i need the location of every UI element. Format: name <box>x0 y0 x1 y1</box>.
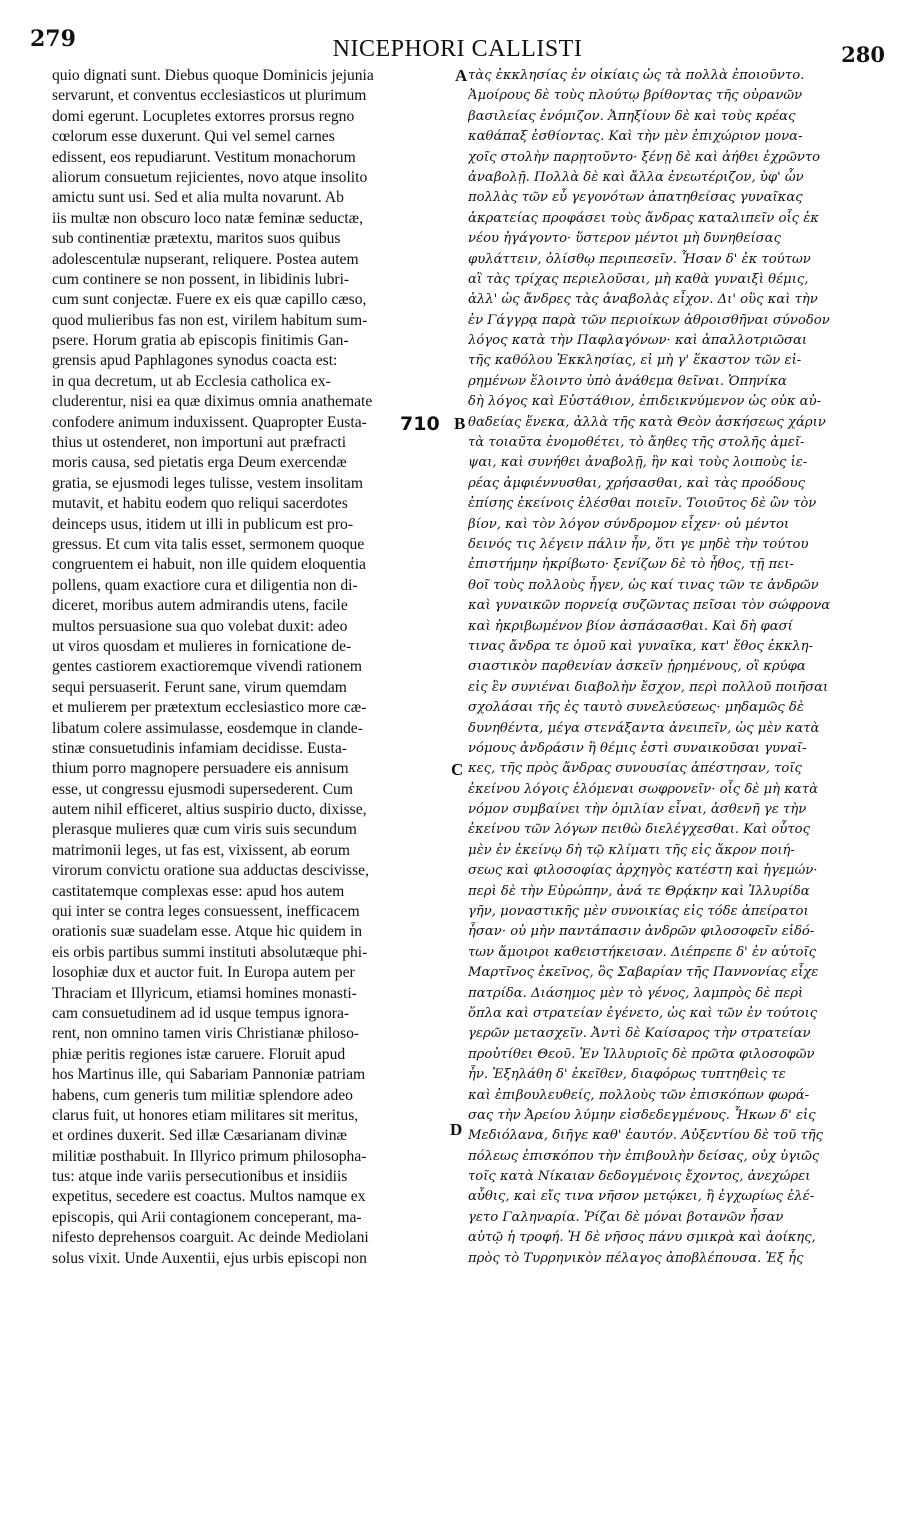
latin-text-line: amictu sunt usi. Sed et alia multa novarunt. Ab <box>52 189 344 207</box>
greek-text-line: πόλεως ἐπισκόπου τὴν ἐπιβουλὴν δείσας, οὐχ ὑγιῶς <box>468 1148 820 1164</box>
latin-text-line: gressus. Et cum vita talis esset, sermonem quoque <box>52 535 365 553</box>
latin-text-line: sequi persuaserit. Ferunt sane, virum quemdam <box>52 678 347 696</box>
greek-text-line: δὴ λόγος καὶ Εὐστάθιον, ἐπιδεικνύμενον ὡς οὐκ αὐ- <box>468 394 822 410</box>
page-number-right: 280 <box>841 42 885 67</box>
latin-text-line: orationis suæ suadelam esse. Atque hic quidem in <box>52 923 363 941</box>
greek-text-line: Μεδιόλανα, διῆγε καθ' ἑαυτόν. Αὐξεντίου δὲ τοῦ τῆς <box>468 1128 824 1144</box>
greek-text-line: δυνηθέντα, μέγα στενάξαντα ἀνειπεῖν, ὡς μὲν κατὰ <box>468 720 820 736</box>
latin-text-line: libatum colere assimulasse, eosdemque in clande- <box>52 719 363 737</box>
latin-text-line: cam consuetudinem ad id usque tempus ignora- <box>52 1004 350 1022</box>
greek-text-line: ἦν. Ἐξηλάθη δ' ἐκεῖθεν, διαφόρως τυπτηθεὶς τε <box>468 1067 786 1083</box>
latin-text-line: rent, non omnino tamen viris Christianæ philoso- <box>52 1025 360 1043</box>
latin-text-line: sub continentiæ prætextu, maritos suos quibus <box>52 230 341 248</box>
latin-text-line: congruentem ei habuit, non ille quidem eloquentia <box>52 556 366 574</box>
latin-text-line: esse, ut congressu ejusmodi supersederent. Cum <box>52 780 353 798</box>
greek-text-line: ἦσαν· οὐ μὴν παντάπασιν ἀνδρῶν φιλοσοφεῖν εἰδό- <box>468 924 815 940</box>
greek-text-line: αὐτῷ ἡ τροφή. Ἡ δὲ νῆσος πάνυ σμικρὰ καὶ ἀοίκης, <box>468 1230 816 1246</box>
latin-text-line: qui inter se contra leges consuessent, inefficacem <box>52 903 360 921</box>
greek-text-line: τὰς ἐκκλησίας ἐν οἰκίαις ὡς τὰ πολλὰ ἐποιοῦντο. <box>468 68 805 83</box>
greek-text-line: αὖθις, καὶ εἴς τινα νῆσον μετῴκει, ἣ ἐγχωρίως ἐλέ- <box>468 1189 815 1205</box>
latin-text-line: pollens, quam exactiore cura et diligentia non di- <box>52 576 358 594</box>
greek-text-line: Ἀμοίρους δὲ τοὺς πλούτῳ βρίθοντας τῆς οὐρανῶν <box>468 88 803 104</box>
greek-text-line: τὰ τοιαῦτα ἐνομοθέτει, τὸ ἄηθες τῆς στολῆς ἀμεῖ- <box>468 435 805 451</box>
greek-text-line: καὶ γυναικῶν πορνείᾳ συζῶντας πεῖσαι τὸν σώφρονα <box>468 598 831 614</box>
latin-text-line: quod mulieribus fas non est, virilem habitum sum- <box>52 311 368 329</box>
latin-text-line: episcopis, qui Arii contagionem conceperant, ma- <box>52 1208 362 1226</box>
greek-text-line: βίον, καὶ τὸν λόγον σύνδρομον εἶχεν· οὐ μέντοι <box>468 516 790 532</box>
greek-text-line: καὶ ἐπιβουλευθείς, πολλοὺς τῶν ἐπισκόπων φωρά- <box>468 1087 810 1103</box>
latin-text-line: matrimonii leges, ut fas est, vixissent, ab eorum <box>52 841 350 859</box>
greek-text-line: ἀλλ' ὡς ἄνδρες τὰς ἀναβολὰς εἶχον. Δι' οὓς καὶ τὴν <box>468 292 818 308</box>
greek-text-line: σεως καὶ φιλοσοφίας ἀρχηγὸς κατέστη καὶ ἡγεμών· <box>468 863 818 879</box>
greek-text-line: των ἄμοιροι καθειστήκεισαν. Διέπρεπε δ' ἐν αὐτοῖς <box>468 944 817 960</box>
latin-text-line: in qua decretum, ut ab Ecclesia catholica ex- <box>52 372 331 390</box>
greek-text-line: γετο Γαληναρία. Ῥίζαι δὲ μόναι βοτανῶν ἦσαν <box>468 1209 784 1225</box>
latin-text-line: edissent, eos repudiarunt. Vestitum monachorum <box>52 148 356 166</box>
greek-text-line: ἐπίσης ἐκείνοις ἑλέσθαι ποιεῖν. Τοιοῦτος δὲ ὢν τὸν <box>468 496 817 512</box>
latin-text-line: multos persuasione sua quo volebat duxit: adeo <box>52 617 348 635</box>
greek-text-line: νέου ἠγάγοντο· ὕστερον μέντοι μὴ δυνηθείσας <box>468 231 781 247</box>
latin-text-line: militiæ posthabuit. In Illyrico primum philosopha- <box>52 1147 367 1165</box>
greek-text-line: προὐτίθει Θεοῦ. Ἐν Ἰλλυριοῖς δὲ πρῶτα φιλοσοφῶν <box>468 1046 815 1062</box>
greek-text-line: ρέας ἀμφιέννυσθαι, χρήσασθαι, καὶ τὰς προόδους <box>468 475 805 491</box>
margin-letter-c: C <box>451 760 464 779</box>
latin-text-line: et ordines duxerit. Sed illæ Cæsarianam divinæ <box>52 1127 347 1145</box>
greek-text-line: νόμους ἀνδράσιν ἣ θέμις ἐστὶ συναικοῦσαι γυναῖ- <box>468 740 807 756</box>
greek-text-line: γερῶν μετασχεῖν. Ἀντὶ δὲ Καίσαρος τὴν στρατείαν <box>468 1026 811 1042</box>
greek-text-line: καὶ ἠκριβωμένον βίον ἀσπάσασθαι. Καὶ δὴ φασί <box>468 618 793 634</box>
latin-text-line: aliorum consuetum rejicientes, novo atque insolito <box>52 168 368 186</box>
greek-text-line: νόμον συμβαίνει τὴν ὁμιλίαν εἶναι, ἀσθενῆ γε τὴν <box>468 802 807 818</box>
latin-text-line: adolescentulæ nupserant, reliquere. Postea autem <box>52 250 359 268</box>
latin-text-line: losophiæ dux et auctor fuit. In Europa autem per <box>52 964 355 982</box>
latin-text-line: clarus fuit, ut honores etiam militares sit meritus, <box>52 1106 359 1124</box>
latin-text-line: Thraciam et Illyricum, etiamsi homines monasti- <box>52 984 357 1002</box>
latin-text-line: grensis apud Paphlagones synodus coacta est: <box>52 352 338 370</box>
latin-text-line: iis multæ non obscuro loco natæ feminæ seductæ, <box>52 209 363 227</box>
latin-text-line: cœlorum esse duxerunt. Qui vel semel carnes <box>52 128 335 146</box>
greek-text-line: ρημένων ἕλοιντο ὑπὸ ἀνάθεμα θεῖναι. Ὁπηνίκα <box>468 373 787 389</box>
greek-text-line: εἰς ἓν συνιέναι διαβολὴν ἔσχον, περὶ πολλοῦ ποιῆσαι <box>468 679 829 695</box>
page-header <box>30 26 885 70</box>
latin-column <box>52 66 450 1269</box>
latin-text-line: confodere animum induxissent. Quapropter Eusta- <box>52 413 367 431</box>
greek-text-line: Μαρτῖνος ἐκεῖνος, ὃς Σαβαρίαν τῆς Παννονίας εἶχε <box>468 965 819 981</box>
greek-text-line: γῆν, μοναστικῆς μὲν συνοικίας εἰς τόδε ἀπείρατοι <box>468 904 809 920</box>
greek-text-line: πατρίδα. Διάσημος μὲν τὸ γένος, λαμπρὸς δὲ περὶ <box>468 985 804 1001</box>
greek-text-line: πολλὰς τῶν εὖ γεγονότων ἀπατηθείσας γυναῖκας <box>468 190 803 206</box>
latin-text-line: thium porro magnopere persuadere eis annisum <box>52 760 349 778</box>
greek-text-line: ἐπιστήμην ἠκρίβωτο· ξενίζων δὲ τὸ ἦθος, τῇ πει- <box>468 557 794 573</box>
greek-text-line: ἀκρατείας προφάσει τοὺς ἄνδρας καταλιπεῖν οἷς ἐκ <box>468 210 819 226</box>
greek-text-line: βασιλείας ἐνόμιζον. Ἀπηξίουν δὲ καὶ τοὺς κρέας <box>468 108 796 124</box>
greek-text-line: σχολάσαι τῆς ἐς ταυτὸ συνελεύσεως· μηδαμῶς δὲ <box>468 700 804 716</box>
latin-text-line: virorum convictu oratione sua adductas descivisse, <box>52 862 369 880</box>
latin-text-line: stinæ consuetudinis infamiam decidisse. Eusta- <box>52 739 347 757</box>
greek-text-line: τινας ἄνδρα τε ὁμοῦ καὶ γυναῖκα, κατ' ἔθος ἐκκλη- <box>468 638 814 654</box>
greek-text-line: τοῖς κατὰ Νίκαιαν δεδογμένοις ἔχοντος, ἀνεχώρει <box>468 1169 811 1185</box>
latin-text-line: habens, cum generis tum militiæ splendore adeo <box>52 1086 353 1104</box>
latin-text-line: eis orbis partibus summi instituti absolutæque phi- <box>52 943 368 961</box>
greek-text-line: θαδείας ἕνεκα, ἀλλὰ τῆς κατὰ Θεὸν ἀσκήσεως χάριν <box>468 414 826 430</box>
greek-text-line: λόγος κατὰ τὴν Παφλαγόνων· καὶ ἀπαλλοτριῶσαι <box>468 333 808 349</box>
latin-text-line: autem nihil efficeret, altius suspirio ducto, dixisse, <box>52 801 367 819</box>
margin-letter-b: B <box>454 414 466 433</box>
latin-text-line: tus: atque inde variis persecutionibus et insidiis <box>52 1168 348 1186</box>
latin-text-line: psere. Horum gratia ab episcopis finitimis Gan- <box>52 332 349 350</box>
latin-text-line: moris causa, sed pietatis erga Deum exercendæ <box>52 454 347 472</box>
greek-text-line: ψαι, καὶ συνήθει ἀναβολῇ, ἣν καὶ τοὺς λοιποὺς ἱε- <box>468 455 808 471</box>
running-head: NICEPHORI CALLISTI <box>332 36 583 62</box>
greek-text-line: δεινός τις λέγειν πάλιν ἦν, ὅτι γε μηδὲ τὴν τούτου <box>468 536 809 552</box>
greek-text-line: ἐκείνου τῶν λόγων πειθὼ διελέγχεσθαι. Καὶ οὗτος <box>468 822 811 838</box>
margin-letter-a: A <box>455 66 468 85</box>
latin-text-line: expetitus, secedere est coactus. Multos namque ex <box>52 1188 366 1206</box>
latin-text-line: cluderentur, nisi ea quæ diximus omnia anathemate <box>52 393 373 411</box>
greek-text-line: πρὸς τὸ Τυρρηνικὸν πέλαγος ἀποβλέπουσα. Ἐξ ἧς <box>468 1250 804 1266</box>
latin-text-line: phiæ peritis regiones istæ caruere. Floruit apud <box>52 1045 346 1063</box>
greek-text-line: μὲν ἐν ἐκείνῳ δὴ τῷ κλίματι τῆς εἰς ἄκρον ποιή- <box>468 842 795 858</box>
margin-letter-d: D <box>450 1120 463 1139</box>
page-number-left: 279 <box>30 26 76 52</box>
latin-text-line: castitatemque complexas esse: apud hos autem <box>52 882 345 900</box>
greek-text-line: ὅπλα καὶ στρατείαν ἐγένετο, ὡς καὶ τῶν ἐν τούτοις <box>468 1005 818 1021</box>
latin-text-line: ut viros quosdam et mulieres in fornicatione de- <box>52 637 352 655</box>
greek-text-line: φυλάττειν, ὀλίσθῳ περιπεσεῖν. Ἦσαν δ' ἐκ τούτων <box>468 251 811 267</box>
greek-text-line: καθάπαξ ἐσθίοντας. Καὶ τὴν μὲν ἐπιχώριον μονα- <box>468 129 803 145</box>
greek-text-line: ἐν Γάγγρᾳ παρὰ τῶν περιοίκων ἀθροισθῆναι σύνοδον <box>468 312 830 328</box>
greek-text-line: ἐκείνου λόγοις ἑλόμεναι σωφρονεῖν· οἷς δὲ μὴ κατὰ <box>468 781 818 797</box>
greek-text-line: αἳ τὰς τρίχας περιελοῦσαι, μὴ καθὰ γυναιξὶ θέμις, <box>468 271 809 287</box>
greek-text-line: θοῖ τοὺς πολλοὺς ἦγεν, ὡς καί τινας τῶν τε ἀνδρῶν <box>468 577 819 593</box>
latin-text-line: quio dignati sunt. Diebus quoque Dominicis jejunia <box>52 67 374 84</box>
latin-text-line: nifesto deprehensos coarguit. Ac deinde Mediolani <box>52 1229 369 1247</box>
latin-text-line: cum continere se non possent, in libidinis lubri- <box>52 270 350 288</box>
greek-text-line: κες, τῆς πρὸς ἄνδρας συνουσίας ἀπέστησαν, τοῖς <box>468 761 802 777</box>
latin-text-line: plerasque mulieres quæ cum viris suis secundum <box>52 821 357 839</box>
latin-text-line: mutavit, et habitu eodem quo reliqui sacerdotes <box>52 495 348 513</box>
latin-text-line: thius ut ostenderet, non importuni aut præfracti <box>52 434 347 452</box>
greek-column <box>468 66 880 1269</box>
latin-text-line: servarunt, et conventus ecclesiasticos ut plurimum <box>52 87 367 105</box>
greek-text-line: ἀναβολῇ. Πολλὰ δὲ καὶ ἄλλα ἐνεωτέριζον, ὑφ' ὧν <box>468 169 804 185</box>
latin-text-line: domi egerunt. Locupletes extorres prorsus regno <box>52 107 355 125</box>
latin-text-line: gratia, se ejusmodi leges tulisse, vestem insolitam <box>52 474 363 492</box>
latin-text-line: gentes castiorem exactioremque vivendi rationem <box>52 658 363 676</box>
latin-text-line: diceret, moribus autem admirandis utens, facile <box>52 597 348 615</box>
latin-text-line: et mulierem per prætextum ecclesiastico more cæ- <box>52 699 367 717</box>
latin-text-line: deinceps usus, itidem ut illi in publicum est pro- <box>52 515 354 533</box>
column-number: 710 <box>400 413 440 435</box>
latin-text-line: hos Martinus ille, qui Sabariam Pannoniæ patriam <box>52 1066 366 1084</box>
greek-text-line: τῆς καθόλου Ἐκκλησίας, εἰ μὴ γ' ἕκαστον τῶν εἰ- <box>468 353 802 369</box>
greek-text-line: περὶ δὲ τὴν Εὐρώπην, ἀνά τε Θρᾴκην καὶ Ἰλλυρίδα <box>468 883 810 899</box>
greek-text-line: σας τὴν Ἀρείου λύμην εἰσδεδεγμένους. Ἧκων δ' εἰς <box>468 1107 816 1123</box>
greek-text-line: σιαστικὸν παρθενίαν ἀσκεῖν ᾐρημένους, οἳ κρύφα <box>468 659 806 675</box>
latin-text-line: cum sunt conjectæ. Fuere ex eis quæ capillo cæso, <box>52 291 367 309</box>
greek-text-line: χοῖς στολὴν παρῃτοῦντο· ξένῃ δὲ καὶ ἀήθει ἐχρῶντο <box>468 149 821 165</box>
latin-text-line: solus vixit. Unde Auxentii, ejus urbis episcopi non <box>52 1249 367 1267</box>
